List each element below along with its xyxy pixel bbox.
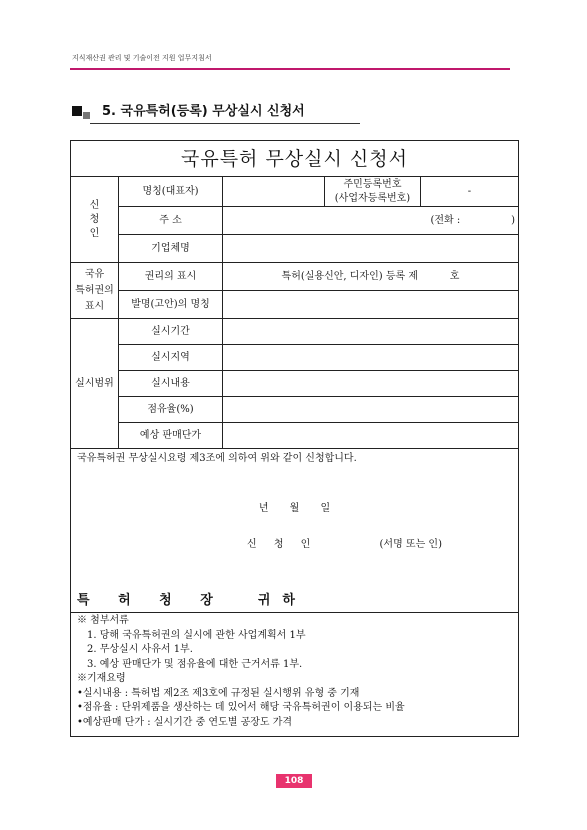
- bullet-square-small-icon: [83, 112, 90, 119]
- header-rule: [70, 68, 510, 70]
- sign-note: (서명 또는 인): [379, 539, 442, 550]
- guide-item: •예상판매 단가 : 실시기간 중 연도별 공장도 가격: [77, 716, 293, 728]
- attachment-item: 2. 무상실시 사유서 1부.: [87, 644, 193, 655]
- company-label: 기업체명: [119, 235, 223, 263]
- id-label: 주민등록번호 (사업자등록번호): [325, 177, 421, 207]
- attachment-item: 1. 당해 국유특허권의 실시에 관한 사업계획서 1부: [87, 629, 306, 641]
- recipient: 특 허 청 장 귀하: [77, 593, 307, 608]
- id-field[interactable]: -: [421, 177, 519, 207]
- signature-line: [77, 538, 512, 552]
- address-label: 주 소: [119, 207, 223, 235]
- scope-row-label: 실시내용: [119, 371, 223, 397]
- guide-item: •실시내용 : 특허법 제2조 제3호에 규정된 실시행위 유형 중 기재: [77, 687, 360, 699]
- attachments-title: ※ 첨부서류: [77, 615, 129, 626]
- page-number: 108: [276, 774, 312, 788]
- running-header: 지식재산권 관리 및 기술이전 지원 업무지침서: [72, 54, 212, 62]
- address-field[interactable]: (전화 : ): [223, 207, 519, 235]
- scope-row-field[interactable]: [223, 319, 519, 345]
- scope-row-label: 실시지역: [119, 345, 223, 371]
- guide-title: ※기재요령: [77, 673, 126, 684]
- section-title: 5. 국유특허(등록) 무상실시 신청서: [102, 104, 305, 119]
- statement-text: 국유특허권 무상실시요령 제3조에 의하여 위와 같이 신청합니다.: [77, 453, 357, 464]
- form-title: 국유특허 무상실시 신청서: [71, 141, 519, 177]
- bullet-square-icon: [72, 106, 82, 116]
- invention-label: 발명(고안)의 명칭: [119, 291, 223, 319]
- scope-category: 실시범위: [71, 319, 119, 449]
- company-field[interactable]: [223, 235, 519, 263]
- application-form: [70, 140, 519, 737]
- name-field[interactable]: [223, 177, 325, 207]
- scope-row-label: 실시기간: [119, 319, 223, 345]
- rights-label: 권리의 표시: [119, 263, 223, 291]
- scope-row-field[interactable]: [223, 423, 519, 449]
- invention-field[interactable]: [223, 291, 519, 319]
- notes-section: [71, 613, 519, 737]
- statement-section: [71, 449, 519, 613]
- section-heading: [72, 104, 392, 126]
- applicant-sign-label: 신 청 인: [247, 539, 311, 550]
- section-underline: [90, 123, 360, 124]
- applicant-category: 신 청 인: [71, 177, 119, 263]
- guide-item: •점유율 : 단위제품을 생산하는 데 있어서 해당 국유특허권이 이용되는 비율: [77, 702, 405, 713]
- patent-category: 국유 특허권의 표시: [71, 263, 119, 319]
- name-label: 명칭(대표자): [119, 177, 223, 207]
- scope-row-field[interactable]: [223, 345, 519, 371]
- date-line: 년 월 일: [258, 503, 331, 514]
- scope-row-label: 점유율(%): [119, 397, 223, 423]
- rights-field[interactable]: 특허(실용신안, 디자인) 등록 제 호: [223, 263, 519, 291]
- scope-row-field[interactable]: [223, 397, 519, 423]
- scope-row-label: 예상 판매단가: [119, 423, 223, 449]
- scope-row-field[interactable]: [223, 371, 519, 397]
- attachment-item: 3. 예상 판매단가 및 점유율에 대한 근거서류 1부.: [87, 658, 303, 670]
